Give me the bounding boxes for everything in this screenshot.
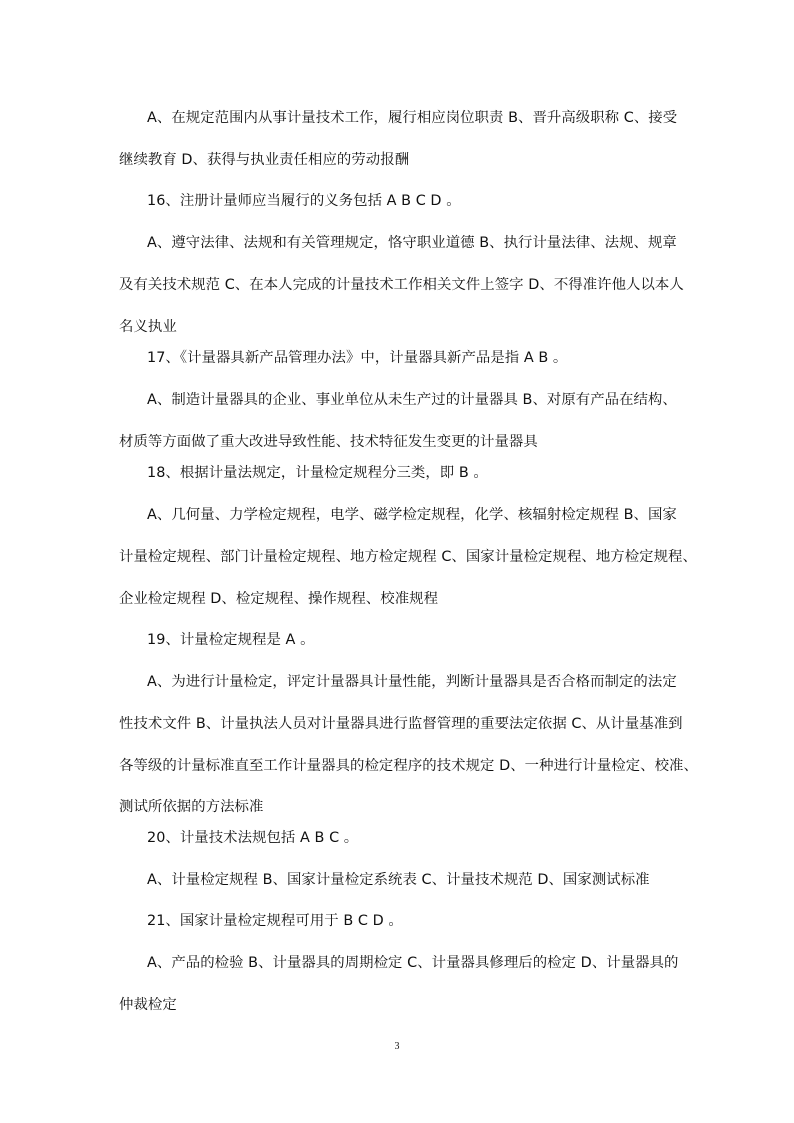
text-line: 材质等方面做了重大改进导致性能、技术特征发生变更的计量器具: [119, 434, 538, 450]
text-line: 仲裁检定: [119, 997, 177, 1013]
text-line: A、在规定范围内从事计量技术工作，履行相应岗位职责 B、晋升高级职称 C、接受: [147, 110, 678, 126]
question-line: 20、计量技术法规包括 A B C 。: [147, 830, 359, 846]
text-line: 计量检定规程、部门计量检定规程、地方检定规程 C、国家计量检定规程、地方检定规程、: [119, 549, 697, 565]
text-line: A、计量检定规程 B、国家计量检定系统表 C、计量技术规范 D、国家测试标准: [147, 872, 650, 888]
text-line: 测试所依据的方法标准: [119, 799, 264, 815]
text-line: A、为进行计量检定，评定计量器具计量性能，判断计量器具是否合格而制定的法定: [147, 674, 677, 690]
question-line: 21、国家计量检定规程可用于 B C D 。: [147, 913, 403, 929]
text-line: 性技术文件 B、计量执法人员对计量器具进行监督管理的重要法定依据 C、从计量基准到: [119, 716, 683, 732]
text-line: A、遵守法律、法规和有关管理规定，恪守职业道德 B、执行计量法律、法规、规章: [147, 235, 677, 251]
question-line: 18、根据计量法规定，计量检定规程分三类，即 B 。: [147, 465, 488, 481]
text-line: 名义执业: [119, 319, 177, 335]
text-line: A、制造计量器具的企业、事业单位从未生产过的计量器具 B、对原有产品在结构、: [147, 392, 677, 408]
question-line: 16、注册计量师应当履行的义务包括 A B C D 。: [147, 193, 461, 209]
text-line: 企业检定规程 D、检定规程、操作规程、校准规程: [119, 591, 439, 607]
page-number: 3: [394, 1041, 400, 1052]
text-line: 及有关技术规范 C、在本人完成的计量技术工作相关文件上签字 D、不得准许他人以本人: [119, 277, 684, 293]
text-line: 各等级的计量标准直至工作计量器具的检定程序的技术规定 D、一种进行计量检定、校准、: [119, 758, 698, 774]
text-line: A、几何量、力学检定规程，电学、磁学检定规程，化学、核辐射检定规程 B、国家: [147, 507, 677, 523]
text-line: A、产品的检验 B、计量器具的周期检定 C、计量器具修理后的检定 D、计量器具的: [147, 955, 679, 971]
text-line: 继续教育 D、获得与执业责任相应的劳动报酬: [119, 152, 410, 168]
question-line: 19、计量检定规程是 A 。: [147, 632, 315, 648]
question-line: 17、《计量器具新产品管理办法》中，计量器具新产品是指 A B 。: [147, 350, 568, 366]
